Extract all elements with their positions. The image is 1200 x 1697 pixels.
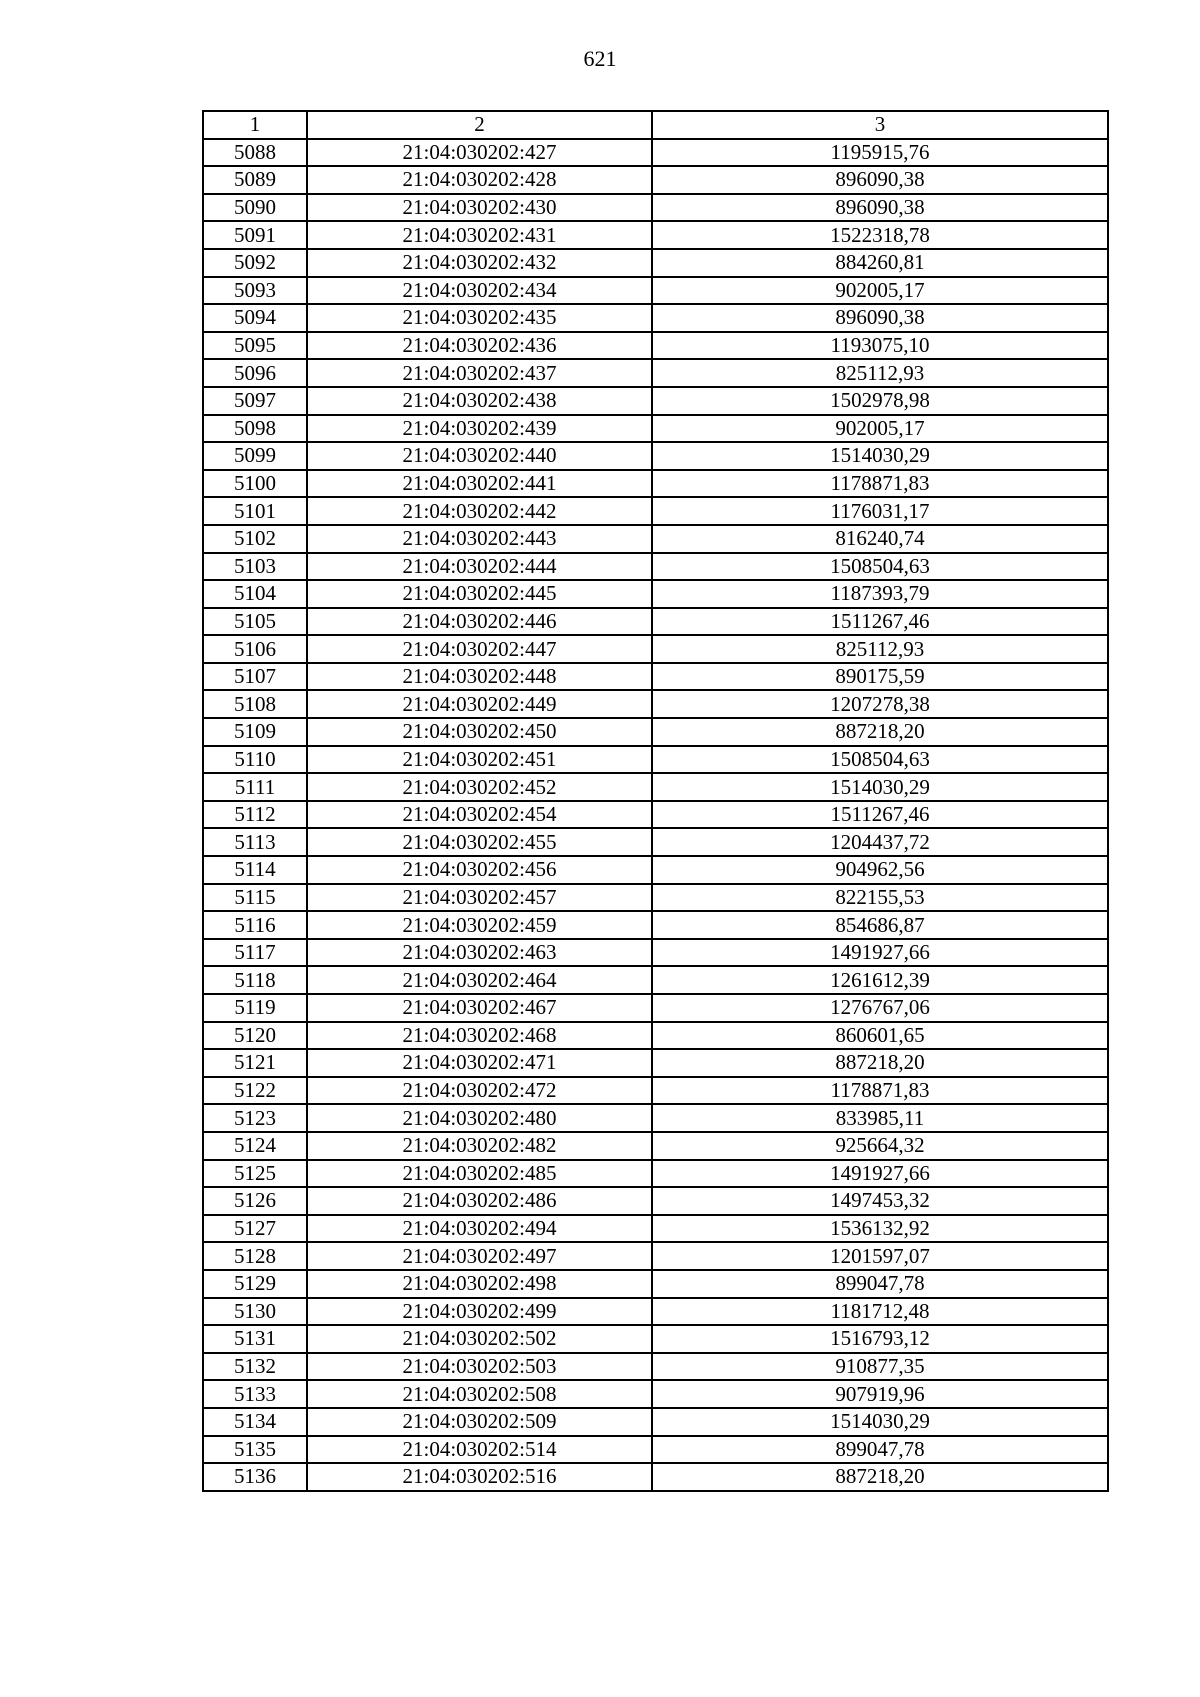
row-number-cell: 5117 (203, 939, 307, 967)
cadastral-number-cell: 21:04:030202:497 (307, 1242, 652, 1270)
row-number-cell: 5101 (203, 497, 307, 525)
table-row (203, 718, 1108, 746)
cadastral-number-cell: 21:04:030202:437 (307, 359, 652, 387)
cadastral-number-cell: 21:04:030202:452 (307, 773, 652, 801)
header-row (203, 111, 1108, 139)
cadastral-number-cell: 21:04:030202:509 (307, 1408, 652, 1436)
row-number-cell: 5104 (203, 580, 307, 608)
row-number-cell: 5093 (203, 277, 307, 305)
row-number-cell: 5090 (203, 194, 307, 222)
table-row (203, 497, 1108, 525)
value-cell: 1261612,39 (652, 966, 1108, 994)
row-number-cell: 5100 (203, 470, 307, 498)
value-cell: 1201597,07 (652, 1242, 1108, 1270)
table-row (203, 415, 1108, 443)
table-row (203, 801, 1108, 829)
column-header-1: 1 (203, 111, 307, 139)
value-cell: 833985,11 (652, 1104, 1108, 1132)
cadastral-number-cell: 21:04:030202:502 (307, 1325, 652, 1353)
table-row (203, 1298, 1108, 1326)
table-body (203, 139, 1108, 1491)
value-cell: 1514030,29 (652, 442, 1108, 470)
cadastral-number-cell: 21:04:030202:435 (307, 304, 652, 332)
row-number-cell: 5113 (203, 828, 307, 856)
row-number-cell: 5121 (203, 1049, 307, 1077)
row-number-cell: 5118 (203, 966, 307, 994)
row-number-cell: 5133 (203, 1380, 307, 1408)
cadastral-number-cell: 21:04:030202:482 (307, 1132, 652, 1160)
value-cell: 1511267,46 (652, 801, 1108, 829)
value-cell: 910877,35 (652, 1353, 1108, 1381)
row-number-cell: 5088 (203, 139, 307, 167)
table-row (203, 1215, 1108, 1243)
table-row (203, 635, 1108, 663)
table-row (203, 359, 1108, 387)
value-cell: 1514030,29 (652, 773, 1108, 801)
cadastral-number-cell: 21:04:030202:438 (307, 387, 652, 415)
page-number: 621 (583, 46, 617, 71)
value-cell: 887218,20 (652, 1049, 1108, 1077)
cadastral-number-cell: 21:04:030202:472 (307, 1077, 652, 1105)
value-cell: 1178871,83 (652, 1077, 1108, 1105)
table-row (203, 221, 1108, 249)
table-row (203, 249, 1108, 277)
row-number-cell: 5123 (203, 1104, 307, 1132)
cadastral-number-cell: 21:04:030202:445 (307, 580, 652, 608)
cadastral-number-cell: 21:04:030202:431 (307, 221, 652, 249)
table-row (203, 773, 1108, 801)
row-number-cell: 5112 (203, 801, 307, 829)
table-row (203, 553, 1108, 581)
value-cell: 1176031,17 (652, 497, 1108, 525)
value-cell: 899047,78 (652, 1436, 1108, 1464)
row-number-cell: 5098 (203, 415, 307, 443)
table-row (203, 525, 1108, 553)
row-number-cell: 5129 (203, 1270, 307, 1298)
value-cell: 1502978,98 (652, 387, 1108, 415)
row-number-cell: 5109 (203, 718, 307, 746)
row-number-cell: 5120 (203, 1022, 307, 1050)
table-row (203, 690, 1108, 718)
row-number-cell: 5124 (203, 1132, 307, 1160)
table-row (203, 939, 1108, 967)
table-row (203, 1049, 1108, 1077)
table-row (203, 1187, 1108, 1215)
table-row (203, 1463, 1108, 1491)
row-number-cell: 5094 (203, 304, 307, 332)
table-row (203, 1104, 1108, 1132)
row-number-cell: 5102 (203, 525, 307, 553)
table-row (203, 1436, 1108, 1464)
cadastral-number-cell: 21:04:030202:498 (307, 1270, 652, 1298)
row-number-cell: 5110 (203, 746, 307, 774)
cadastral-number-cell: 21:04:030202:456 (307, 856, 652, 884)
value-cell: 1536132,92 (652, 1215, 1108, 1243)
column-header-2: 2 (307, 111, 652, 139)
cadastral-number-cell: 21:04:030202:494 (307, 1215, 652, 1243)
row-number-cell: 5119 (203, 994, 307, 1022)
cadastral-number-cell: 21:04:030202:459 (307, 911, 652, 939)
table-row (203, 139, 1108, 167)
row-number-cell: 5097 (203, 387, 307, 415)
value-cell: 1195915,76 (652, 139, 1108, 167)
value-cell: 825112,93 (652, 635, 1108, 663)
table-row (203, 1160, 1108, 1188)
row-number-cell: 5103 (203, 553, 307, 581)
cadastral-number-cell: 21:04:030202:503 (307, 1353, 652, 1381)
value-cell: 816240,74 (652, 525, 1108, 553)
cadastral-number-cell: 21:04:030202:463 (307, 939, 652, 967)
table-row (203, 304, 1108, 332)
table-row (203, 1132, 1108, 1160)
cadastral-number-cell: 21:04:030202:427 (307, 139, 652, 167)
table-row (203, 663, 1108, 691)
row-number-cell: 5126 (203, 1187, 307, 1215)
cadastral-number-cell: 21:04:030202:471 (307, 1049, 652, 1077)
value-cell: 1514030,29 (652, 1408, 1108, 1436)
value-cell: 907919,96 (652, 1380, 1108, 1408)
table-row (203, 1353, 1108, 1381)
row-number-cell: 5096 (203, 359, 307, 387)
cadastral-number-cell: 21:04:030202:464 (307, 966, 652, 994)
row-number-cell: 5107 (203, 663, 307, 691)
row-number-cell: 5125 (203, 1160, 307, 1188)
cadastral-number-cell: 21:04:030202:428 (307, 166, 652, 194)
table-row (203, 580, 1108, 608)
value-cell: 1207278,38 (652, 690, 1108, 718)
cadastral-number-cell: 21:04:030202:448 (307, 663, 652, 691)
table-row (203, 470, 1108, 498)
table-row (203, 966, 1108, 994)
value-cell: 854686,87 (652, 911, 1108, 939)
table-row (203, 911, 1108, 939)
cadastral-number-cell: 21:04:030202:439 (307, 415, 652, 443)
cadastral-number-cell: 21:04:030202:450 (307, 718, 652, 746)
table-row (203, 608, 1108, 636)
row-number-cell: 5136 (203, 1463, 307, 1491)
value-cell: 1508504,63 (652, 746, 1108, 774)
value-cell: 1516793,12 (652, 1325, 1108, 1353)
value-cell: 1276767,06 (652, 994, 1108, 1022)
value-cell: 1187393,79 (652, 580, 1108, 608)
value-cell: 896090,38 (652, 194, 1108, 222)
value-cell: 925664,32 (652, 1132, 1108, 1160)
column-header-3: 3 (652, 111, 1108, 139)
value-cell: 822155,53 (652, 884, 1108, 912)
value-cell: 884260,81 (652, 249, 1108, 277)
row-number-cell: 5089 (203, 166, 307, 194)
cadastral-number-cell: 21:04:030202:485 (307, 1160, 652, 1188)
row-number-cell: 5130 (203, 1298, 307, 1326)
value-cell: 1508504,63 (652, 553, 1108, 581)
table-row (203, 994, 1108, 1022)
row-number-cell: 5134 (203, 1408, 307, 1436)
row-number-cell: 5127 (203, 1215, 307, 1243)
table-row (203, 746, 1108, 774)
cadastral-number-cell: 21:04:030202:468 (307, 1022, 652, 1050)
cadastral-number-cell: 21:04:030202:467 (307, 994, 652, 1022)
cadastral-number-cell: 21:04:030202:436 (307, 332, 652, 360)
table-row (203, 1325, 1108, 1353)
row-number-cell: 5114 (203, 856, 307, 884)
row-number-cell: 5115 (203, 884, 307, 912)
value-cell: 1497453,32 (652, 1187, 1108, 1215)
table-row (203, 1022, 1108, 1050)
cadastral-number-cell: 21:04:030202:455 (307, 828, 652, 856)
value-cell: 896090,38 (652, 166, 1108, 194)
row-number-cell: 5108 (203, 690, 307, 718)
value-cell: 1178871,83 (652, 470, 1108, 498)
cadastral-number-cell: 21:04:030202:454 (307, 801, 652, 829)
value-cell: 1204437,72 (652, 828, 1108, 856)
table-row (203, 1077, 1108, 1105)
cadastral-number-cell: 21:04:030202:440 (307, 442, 652, 470)
value-cell: 1511267,46 (652, 608, 1108, 636)
cadastral-number-cell: 21:04:030202:442 (307, 497, 652, 525)
table-row (203, 166, 1108, 194)
value-cell: 890175,59 (652, 663, 1108, 691)
row-number-cell: 5095 (203, 332, 307, 360)
value-cell: 899047,78 (652, 1270, 1108, 1298)
cadastral-number-cell: 21:04:030202:432 (307, 249, 652, 277)
table-row (203, 387, 1108, 415)
value-cell: 1491927,66 (652, 939, 1108, 967)
value-cell: 887218,20 (652, 718, 1108, 746)
row-number-cell: 5131 (203, 1325, 307, 1353)
table-row (203, 194, 1108, 222)
row-number-cell: 5132 (203, 1353, 307, 1381)
cadastral-number-cell: 21:04:030202:447 (307, 635, 652, 663)
cadastral-number-cell: 21:04:030202:446 (307, 608, 652, 636)
value-cell: 825112,93 (652, 359, 1108, 387)
cadastral-number-cell: 21:04:030202:516 (307, 1463, 652, 1491)
cadastral-number-cell: 21:04:030202:480 (307, 1104, 652, 1132)
value-cell: 902005,17 (652, 277, 1108, 305)
value-cell: 902005,17 (652, 415, 1108, 443)
row-number-cell: 5099 (203, 442, 307, 470)
cadastral-number-cell: 21:04:030202:451 (307, 746, 652, 774)
value-cell: 896090,38 (652, 304, 1108, 332)
table-row (203, 332, 1108, 360)
cadastral-number-cell: 21:04:030202:449 (307, 690, 652, 718)
table-row (203, 828, 1108, 856)
row-number-cell: 5111 (203, 773, 307, 801)
value-cell: 887218,20 (652, 1463, 1108, 1491)
cadastral-number-cell: 21:04:030202:514 (307, 1436, 652, 1464)
row-number-cell: 5092 (203, 249, 307, 277)
row-number-cell: 5116 (203, 911, 307, 939)
row-number-cell: 5135 (203, 1436, 307, 1464)
cadastral-number-cell: 21:04:030202:430 (307, 194, 652, 222)
cadastral-number-cell: 21:04:030202:441 (307, 470, 652, 498)
row-number-cell: 5091 (203, 221, 307, 249)
table-row (203, 1242, 1108, 1270)
cadastral-number-cell: 21:04:030202:486 (307, 1187, 652, 1215)
value-cell: 1522318,78 (652, 221, 1108, 249)
data-table (202, 110, 1109, 1492)
row-number-cell: 5122 (203, 1077, 307, 1105)
value-cell: 1181712,48 (652, 1298, 1108, 1326)
table-row (203, 442, 1108, 470)
cadastral-number-cell: 21:04:030202:443 (307, 525, 652, 553)
cadastral-number-cell: 21:04:030202:444 (307, 553, 652, 581)
cadastral-number-cell: 21:04:030202:499 (307, 1298, 652, 1326)
table-row (203, 1408, 1108, 1436)
table-row (203, 277, 1108, 305)
row-number-cell: 5128 (203, 1242, 307, 1270)
row-number-cell: 5106 (203, 635, 307, 663)
table-row (203, 856, 1108, 884)
cadastral-number-cell: 21:04:030202:434 (307, 277, 652, 305)
table-row (203, 1270, 1108, 1298)
row-number-cell: 5105 (203, 608, 307, 636)
value-cell: 860601,65 (652, 1022, 1108, 1050)
cadastral-number-cell: 21:04:030202:457 (307, 884, 652, 912)
cadastral-number-cell: 21:04:030202:508 (307, 1380, 652, 1408)
value-cell: 1491927,66 (652, 1160, 1108, 1188)
value-cell: 904962,56 (652, 856, 1108, 884)
table-row (203, 884, 1108, 912)
value-cell: 1193075,10 (652, 332, 1108, 360)
table-row (203, 1380, 1108, 1408)
